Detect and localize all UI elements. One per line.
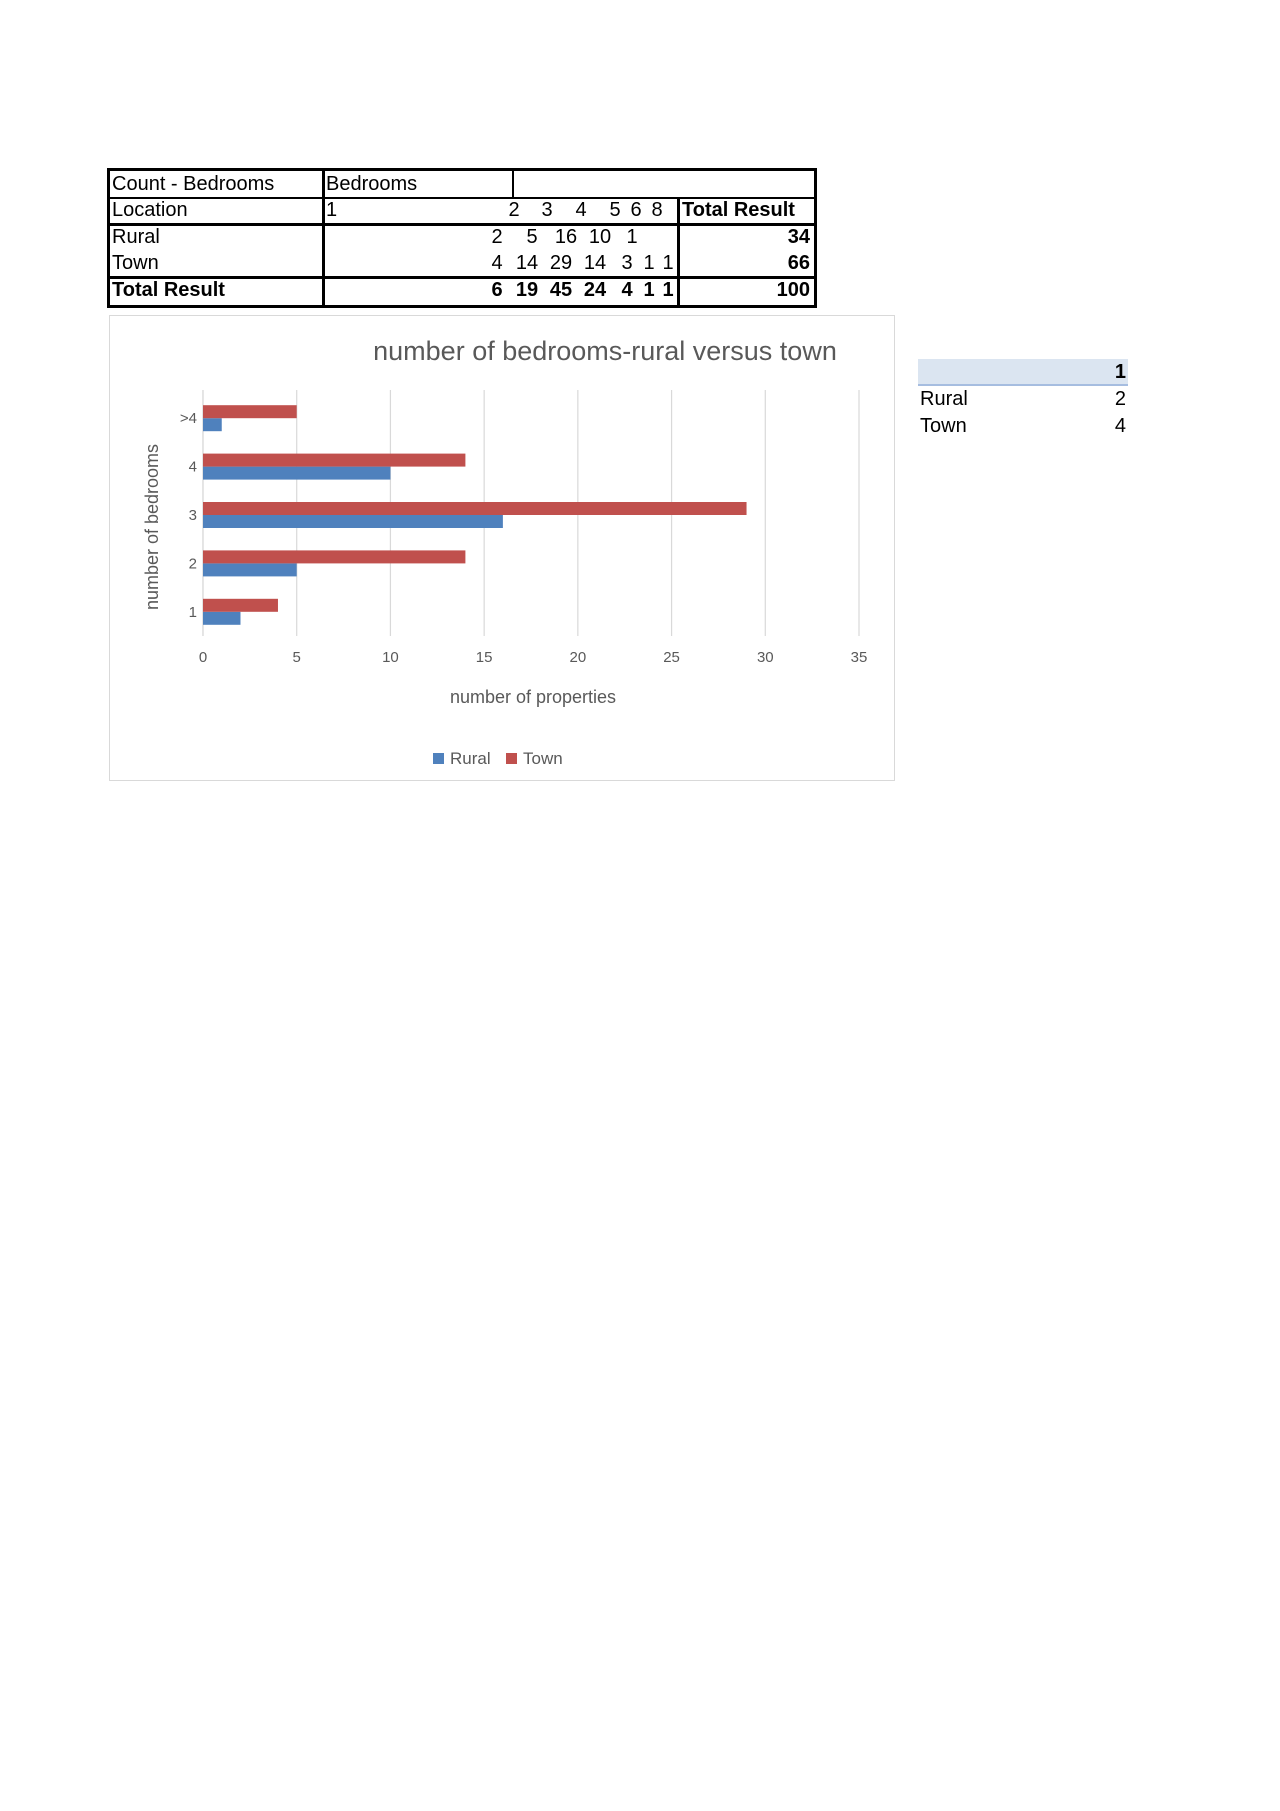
pivot-grand-cell: 1 — [643, 279, 655, 301]
side-table — [918, 359, 1128, 449]
legend-label-rural: Rural — [450, 749, 491, 768]
pivot-grand-cell: 1 — [662, 279, 674, 301]
legend-swatch-rural — [433, 753, 444, 764]
side-table-header: 1 — [1114, 361, 1126, 383]
bar-rural-2 — [203, 563, 297, 576]
pivot-cell: 1 — [662, 252, 674, 274]
side-row-value: 2 — [1114, 388, 1126, 410]
pivot-cell: 14 — [515, 252, 539, 274]
pivot-cell: 3 — [621, 252, 633, 274]
y-tick-label: >4 — [179, 410, 197, 428]
x-tick-label: 5 — [292, 649, 301, 666]
pivot-col-field: Bedrooms — [326, 173, 418, 195]
x-tick-label: 15 — [475, 649, 493, 666]
pivot-grand-cell: 4 — [621, 279, 633, 301]
x-tick-label: 30 — [756, 649, 774, 666]
x-axis-title: number of properties — [449, 687, 617, 707]
pivot-grand-cell: 19 — [515, 279, 539, 301]
side-row-label: Town — [920, 415, 967, 437]
pivot-total-header: Total Result — [682, 199, 795, 221]
pivot-corner-label: Count - Bedrooms — [112, 173, 275, 195]
pivot-col-header: 3 — [541, 199, 553, 221]
bar-town-2 — [203, 550, 465, 563]
pivot-row-label: Town — [112, 252, 159, 274]
pivot-cell: 16 — [554, 226, 578, 248]
pivot-grand-label: Total Result — [112, 279, 225, 301]
side-row-value: 4 — [1114, 415, 1126, 437]
row-divider — [110, 223, 814, 226]
y-tick-label: 3 — [188, 507, 197, 524]
x-tick-label: 0 — [198, 649, 208, 666]
y-tick-label: 2 — [188, 555, 197, 573]
pivot-col-header: 2 — [508, 199, 520, 221]
pivot-grand-cell: 6 — [491, 279, 503, 301]
y-tick-label: 4 — [188, 458, 197, 476]
legend-swatch-town — [506, 753, 517, 764]
bar-rural-3 — [203, 515, 503, 528]
pivot-col-header: 1 — [326, 199, 338, 221]
x-tick-label: 35 — [850, 649, 868, 666]
bar-rural-gt4 — [203, 418, 222, 431]
pivot-cell: 2 — [491, 226, 503, 248]
pivot-grand-cell: 24 — [583, 279, 607, 301]
pivot-col-header: 4 — [575, 199, 587, 221]
pivot-col-header: 8 — [651, 199, 663, 221]
col-divider — [512, 171, 514, 197]
bar-town-3 — [203, 502, 747, 515]
pivot-grand-cell: 45 — [549, 279, 573, 301]
pivot-cell: 14 — [583, 252, 607, 274]
pivot-col-header: 6 — [630, 199, 642, 221]
bar-town-4 — [203, 454, 465, 467]
side-row-label: Rural — [920, 388, 968, 410]
pivot-row-total: 66 — [787, 252, 810, 274]
x-tick-label: 10 — [382, 649, 399, 666]
pivot-cell: 1 — [643, 252, 655, 274]
pivot-cell: 4 — [491, 252, 503, 274]
col-divider — [322, 171, 325, 305]
pivot-cell: 10 — [588, 226, 612, 248]
bar-town-gt4 — [203, 405, 297, 418]
pivot-row-field: Location — [112, 199, 188, 221]
y-axis-title: number of bedrooms — [142, 443, 162, 611]
x-tick-label: 25 — [663, 649, 680, 666]
pivot-cell: 1 — [626, 226, 638, 248]
pivot-row-total: 34 — [787, 226, 810, 248]
pivot-cell: 5 — [526, 226, 538, 248]
y-tick-label: 1 — [188, 603, 197, 621]
bar-rural-4 — [203, 467, 390, 480]
legend-label-town: Town — [523, 749, 563, 768]
chart-frame — [109, 315, 895, 781]
chart-title: number of bedrooms-rural versus town — [373, 336, 837, 366]
bar-rural-1 — [203, 612, 240, 625]
pivot-table — [107, 168, 817, 308]
x-tick-label: 20 — [569, 649, 587, 666]
bar-chart — [110, 316, 894, 780]
pivot-col-header: 5 — [609, 199, 621, 221]
pivot-row-label: Rural — [112, 226, 160, 248]
bar-town-1 — [203, 599, 278, 612]
pivot-grand-total: 100 — [776, 279, 810, 301]
pivot-cell: 29 — [549, 252, 573, 274]
side-table-header-bar — [918, 359, 1128, 386]
